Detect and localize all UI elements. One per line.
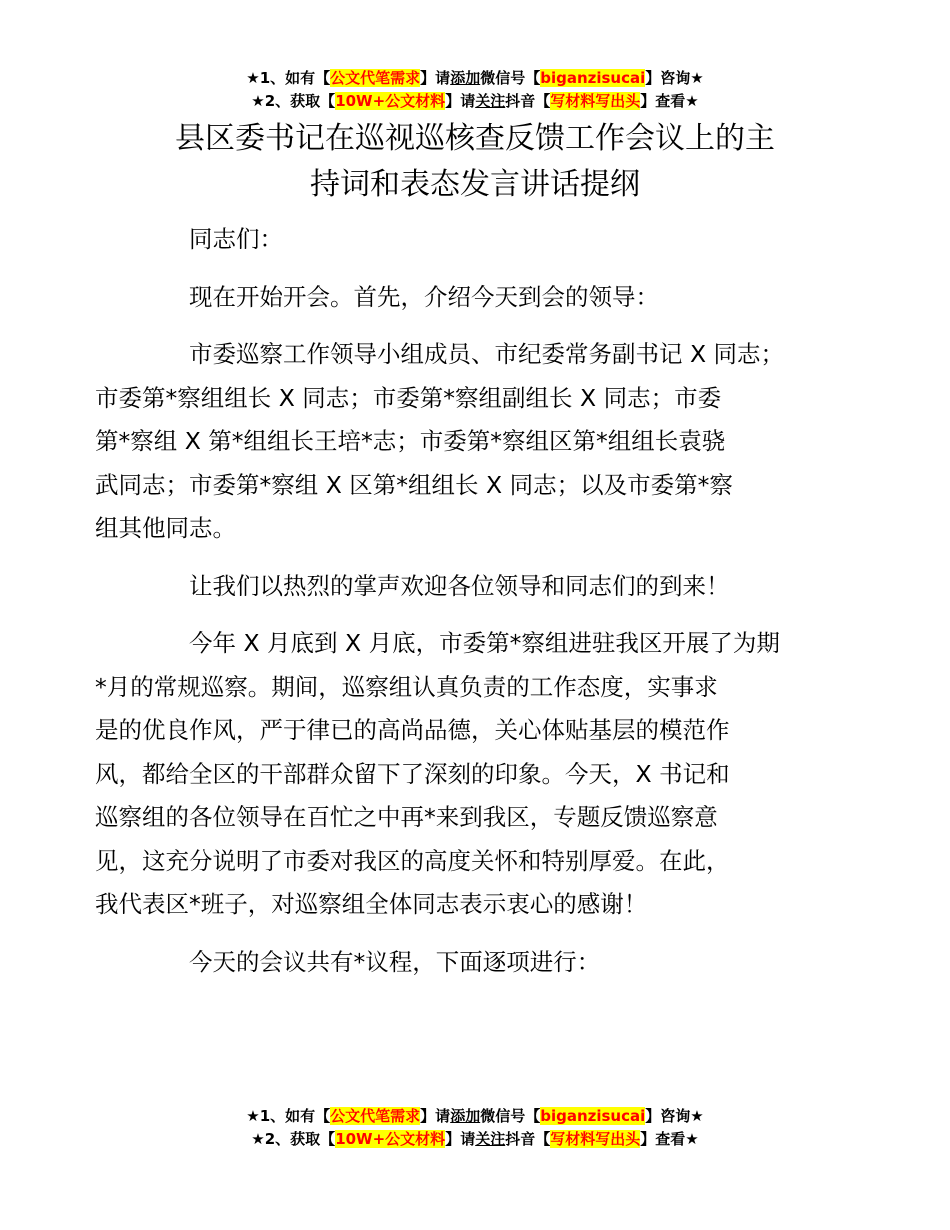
paragraph-line: 见，这充分说明了市委对我区的高度关怀和特别厚爱。在此， — [95, 846, 730, 875]
paragraph-line: 武同志；市委第*察组 X 区第*组组长 X 同志；以及市委第*察 — [95, 470, 733, 499]
paragraph-line: 现在开始开会。首先，介绍今天到会的领导： — [189, 282, 659, 311]
paragraph — [95, 333, 832, 551]
banner-highlight: biganzisucai — [540, 1107, 646, 1125]
paragraph — [142, 941, 832, 985]
banner-line-1: ★1、如有【公文代笔需求】请添加微信号【biganzisucai】咨询★ — [246, 1107, 704, 1125]
banner-underline: 添加 — [450, 1107, 481, 1125]
header-banner — [0, 67, 950, 113]
banner-line-2: ★2、获取【10W+公文材料】请关注抖音【写材料写出头】查看★ — [251, 1130, 699, 1148]
paragraph-line: 市委巡察工作领导小组成员、市纪委常务副书记 X 同志； — [189, 340, 785, 368]
document-title — [0, 116, 950, 208]
title-line-1: 县区委书记在巡视巡核查反馈工作会议上的主 — [175, 121, 775, 156]
banner-underline: 关注 — [475, 92, 506, 110]
banner-highlight: 写材料写出头 — [550, 1130, 641, 1148]
paragraph-line: 市委第*察组组长 X 同志；市委第*察组副组长 X 同志；市委 — [95, 383, 722, 412]
paragraph — [142, 565, 832, 609]
banner-highlight: 公文代笔需求 — [330, 1107, 421, 1125]
paragraph-line: 巡察组的各位领导在百忙之中再*来到我区，专题反馈巡察意 — [95, 803, 718, 831]
banner-line-1: ★1、如有【公文代笔需求】请添加微信号【biganzisucai】咨询★ — [246, 69, 704, 87]
paragraph-line: 同志们： — [189, 225, 283, 253]
paragraph — [95, 622, 832, 927]
paragraph — [142, 218, 832, 262]
paragraph — [142, 276, 832, 320]
document-body — [95, 218, 832, 998]
paragraph-line: 我代表区*班子，对巡察组全体同志表示衷心的感谢！ — [95, 890, 648, 918]
paragraph-line: *月的常规巡察。期间，巡察组认真负责的工作态度，实事求 — [95, 672, 718, 701]
title-line-2: 持词和表态发言讲话提纲 — [310, 167, 640, 202]
paragraph-line: 第*察组 X 第*组组长王培*志；市委第*察组区第*组组长袁骁 — [95, 427, 726, 455]
paragraph-line: 组其他同志。 — [95, 514, 236, 542]
paragraph-line: 风，都给全区的干部群众留下了深刻的印象。今天，X 书记和 — [95, 759, 730, 788]
banner-highlight: biganzisucai — [540, 69, 646, 87]
banner-highlight: 写材料写出头 — [550, 92, 641, 110]
paragraph-line: 今天的会议共有*议程，下面逐项进行： — [189, 947, 601, 976]
banner-line-2: ★2、获取【10W+公文材料】请关注抖音【写材料写出头】查看★ — [251, 92, 699, 110]
paragraph-line: 今年 X 月底到 X 月底，市委第*察组进驻我区开展了为期 — [189, 629, 780, 657]
banner-underline: 关注 — [475, 1130, 506, 1148]
paragraph-line: 让我们以热烈的掌声欢迎各位领导和同志们的到来！ — [189, 571, 730, 600]
banner-underline: 添加 — [450, 69, 481, 87]
banner-highlight: 10W+公文材料 — [335, 92, 446, 110]
banner-highlight: 10W+公文材料 — [335, 1130, 446, 1148]
banner-highlight: 公文代笔需求 — [330, 69, 421, 87]
footer-banner — [0, 1105, 950, 1151]
paragraph-line: 是的优良作风，严于律已的高尚品德，关心体贴基层的模范作 — [95, 716, 730, 744]
